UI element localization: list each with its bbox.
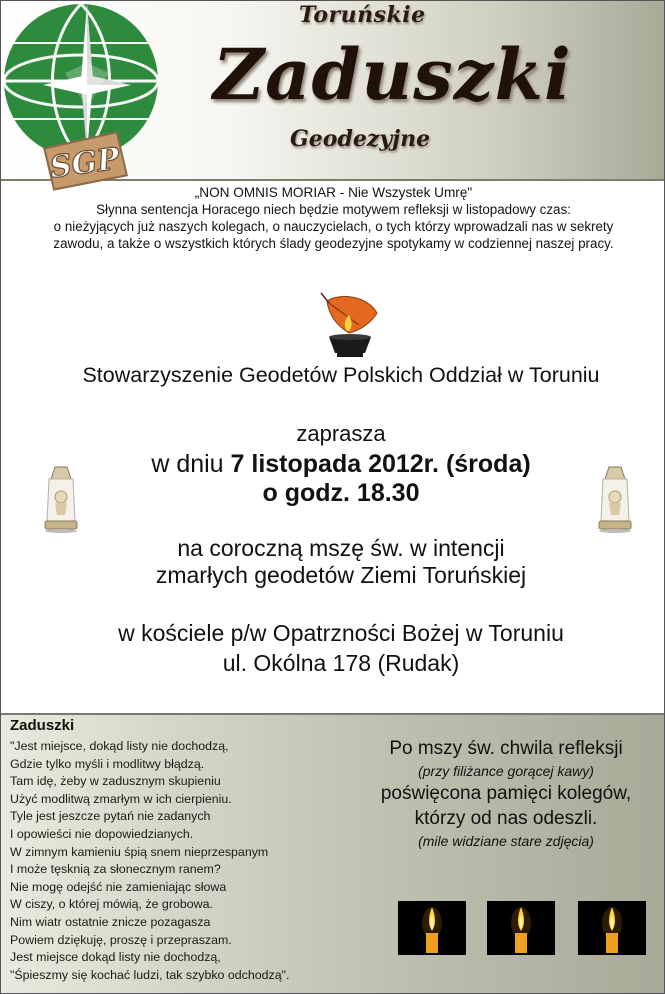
poem-line: Tam idę, żeby w zadusznym skupieniu (10, 774, 221, 789)
title-top: Toruńskie (299, 2, 426, 28)
poem-line: W ciszy, o której mówią, że grobowa. (10, 897, 213, 912)
quote-line-2: Słynna sentencja Horacego niech będzie motywem refleksji w listopadowy czas: (96, 202, 571, 217)
event-date-time (1, 450, 665, 508)
quote-motto: „NON OMNIS MORIAR - Nie Wszystek Umrę" (194, 185, 473, 200)
leaf-candle-icon (319, 291, 381, 359)
poem-line: "Jest miejsce, dokąd listy nie dochodzą, (10, 739, 229, 753)
title-bottom: Geodezyjne (290, 126, 431, 152)
sgp-logo (3, 3, 159, 195)
poem-title: Zaduszki (10, 717, 75, 734)
poem-line: Gdzie tylko myśli i modlitwy błądzą. (10, 756, 205, 771)
event-date: 7 listopada 2012r. (230, 450, 439, 478)
event-place (1, 618, 665, 678)
poem-line: Użyć modlitwą zmarłym w ich cierpieniu. (10, 791, 232, 806)
mass-line-1: na coroczną mszę św. w intencji (177, 535, 505, 561)
poem-text (10, 738, 289, 984)
candle-photo (487, 901, 555, 955)
church-name: w kościele p/w Opatrzności Bożej w Toruniu (118, 620, 564, 646)
candle-photo (578, 901, 646, 955)
candle-photo (398, 901, 466, 955)
reflection-line-4: którzy od nas odeszli. (414, 808, 598, 829)
invites-word: zaprasza (296, 421, 386, 446)
poem-line: W zimnym kamieniu śpią snem nieprzespanym (10, 844, 269, 859)
reflection-line-2: (przy filiżance gorącej kawy) (418, 763, 594, 779)
event-weekday: (środa) (445, 450, 531, 478)
grave-lantern-icon (595, 463, 635, 535)
poem-line: I opowieści nie dopowiedzianych. (10, 826, 194, 841)
quote-line-3: o nieżyjących już naszych kolegach, o nauczycielach, o tych którzy wprowadzali nas w sekrety (53, 219, 614, 234)
church-address: ul. Okólna 178 (Rudak) (222, 650, 460, 676)
poem-line: Nim wiatr ostatnie znicze pozagasza (10, 914, 211, 929)
title-main: Zaduszki (213, 33, 572, 116)
event-time: o godz. 18.30 (262, 479, 420, 507)
reflection-block (346, 737, 665, 851)
logo-text: SGP (47, 141, 122, 186)
reflection-line-1: Po mszy św. chwila refleksji (389, 738, 623, 759)
grave-lantern-icon (41, 463, 81, 535)
mass-description (1, 535, 665, 589)
candle-icon (398, 901, 466, 955)
poem-line: Jest miejsce dokąd listy nie dochodzą, (10, 950, 221, 965)
header-banner (1, 1, 665, 186)
quote-line-4: zawodu, a także o wszystkich których ślady geodezyjne spotykamy w codziennej naszej pracy. (53, 236, 614, 251)
mass-line-2: zmarłych geodetów Ziemi Toruńskiej (155, 562, 527, 588)
candle-icon (487, 901, 555, 955)
poem-line: "Śpieszmy się kochać ludzi, tak szybko odchodzą". (10, 967, 290, 982)
candle-icon (578, 901, 646, 955)
poem-line: I może tęsknią za słonecznym ranem? (10, 862, 221, 877)
poem-line: Nie mogę odejść nie zamieniając słowa (10, 879, 227, 894)
organization-name: Stowarzyszenie Geodetów Polskich Oddział w Toruniu (82, 363, 600, 387)
poem-line: Powiem dziękuję, proszę i przepraszam. (10, 932, 232, 947)
reflection-line-5: (mile widziane stare zdjęcia) (418, 833, 594, 849)
poem-line: Tyle jest jeszcze pytań nie zadanych (10, 809, 211, 824)
date-prefix: w dniu (151, 450, 224, 478)
quote-block (1, 184, 665, 252)
reflection-line-3: poświęcona pamięci kolegów, (380, 783, 632, 804)
